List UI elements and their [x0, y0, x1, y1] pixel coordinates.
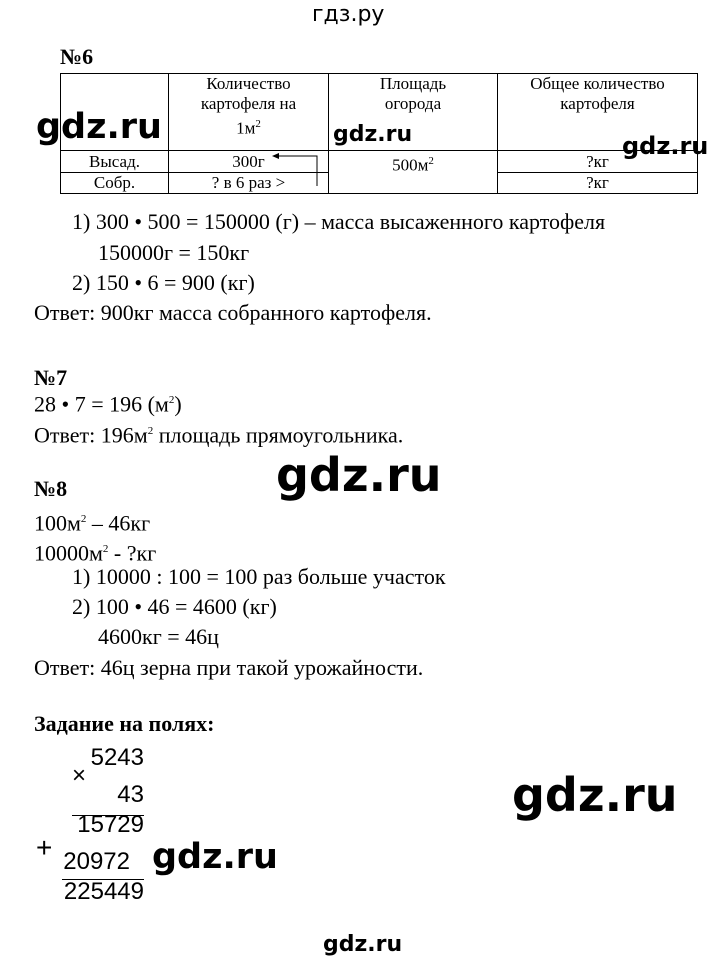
task8-step2b: 4600кг = 46ц	[98, 624, 219, 649]
row-label: Высад.	[61, 151, 169, 173]
multiplicand: 5243	[90, 744, 144, 771]
watermark: gdz.ru	[152, 837, 278, 877]
cell-per-m2: 300г	[169, 151, 329, 173]
task6-title: №6	[60, 44, 94, 69]
cell-area: $500м^2$	[329, 151, 498, 194]
task6-step1b: 150000г = 150кг	[98, 240, 250, 265]
product-result: 225449	[63, 878, 144, 905]
partial-product-2: 20972	[63, 848, 130, 875]
task6-answer: Ответ: 900кг масса собранного картофеля.	[34, 300, 432, 325]
task8-line1: $100м^2 - 46кг$	[34, 510, 151, 536]
task6-step2: 2) 150 • 6 = 900 (кг)	[72, 270, 255, 295]
header-total: Общее количество картофеля	[498, 74, 698, 151]
task6-step1: 1) 300 • 500 = 150000 (г) – масса высаженного картофеля	[72, 209, 606, 234]
task8-step1: 1) 10000 : 100 = 100 раз больше участок	[72, 564, 446, 589]
margin-task-title: Задание на полях:	[34, 711, 215, 736]
task8-answer: Ответ: 46ц зерна при такой урожайности.	[34, 655, 424, 680]
plus-sign: +	[36, 832, 53, 863]
watermark: gdz.ru	[512, 768, 678, 822]
task7-title: №7	[34, 365, 68, 390]
cell-total: ?кг	[498, 151, 698, 173]
cell-total: ?кг	[498, 173, 698, 194]
watermark-top: гдз.ру	[312, 2, 385, 27]
times-sign: ×	[72, 762, 87, 789]
task8-line2: $10000м^2$ - ?кг	[34, 540, 157, 566]
watermark: gdz.ru	[36, 107, 162, 147]
arrow-icon	[270, 150, 330, 190]
task8-title: №8	[34, 476, 68, 501]
table-row	[61, 151, 698, 173]
row-label: Собр.	[61, 173, 169, 194]
partial-product-1: 15729	[77, 811, 144, 838]
multiplier: 43	[117, 781, 144, 808]
task8-step2: 2) 100 • 46 = 4600 (кг)	[72, 594, 277, 619]
task7-answer: Ответ: $196м^2$ площадь прямоугольника.	[34, 422, 404, 448]
watermark: gdz.ru	[323, 932, 403, 957]
header-per-m2: Количество картофеля на $1м^2$	[169, 74, 329, 151]
cell-per-m2: ? в 6 раз >	[169, 173, 329, 194]
task7-calc: 28 • 7 = 196 $(м^2)$	[34, 391, 182, 417]
watermark: gdz.ru	[622, 132, 709, 160]
watermark: gdz.ru	[276, 448, 442, 502]
watermark: gdz.ru	[333, 122, 413, 147]
header-area: Площадь огорода	[329, 74, 498, 151]
